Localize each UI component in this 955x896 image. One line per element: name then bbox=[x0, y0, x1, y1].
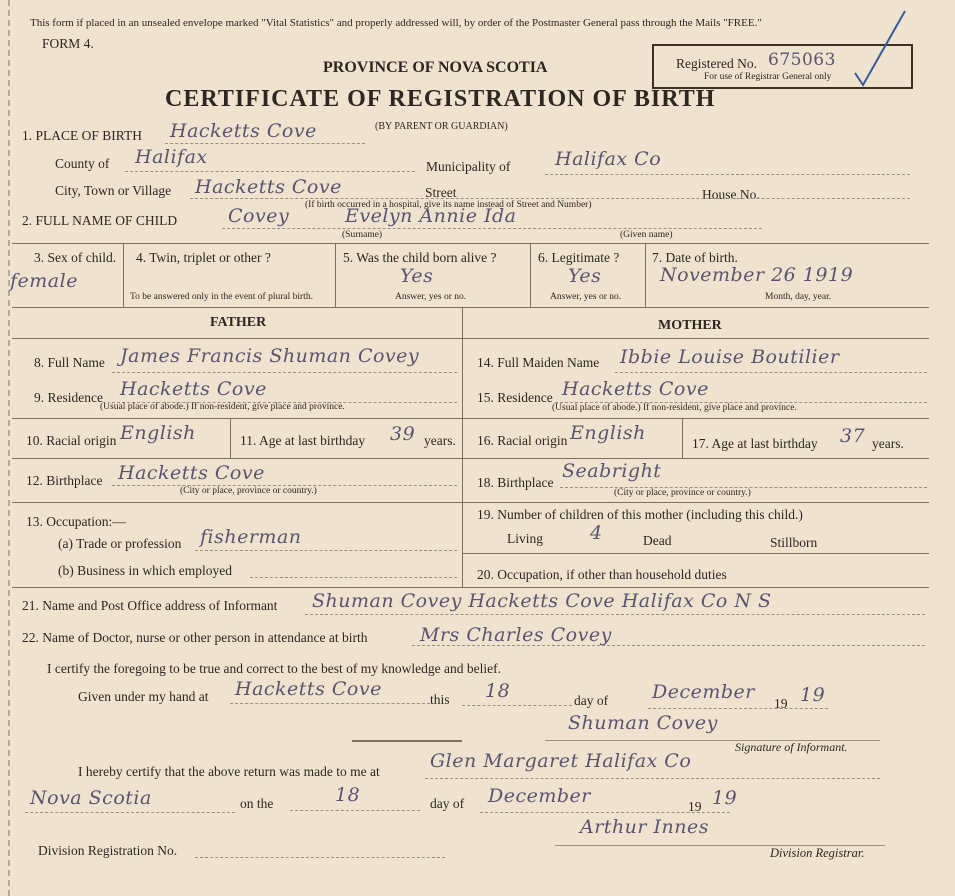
mother-racial-value: English bbox=[570, 422, 646, 444]
mail-notice: This form if placed in an unsealed envelope marked "Vital Statistics" and properly addressed will, by order of the Postmaster General pass through the Mails "FREE." bbox=[30, 17, 762, 29]
mother-residence-label: 15. Residence bbox=[477, 390, 553, 405]
mother-birthplace-note: (City or place, province or country.) bbox=[614, 488, 751, 498]
living-value: 4 bbox=[590, 522, 603, 544]
stillborn-label: Stillborn bbox=[770, 535, 818, 550]
father-age-value: 39 bbox=[390, 423, 416, 445]
registered-label: Registered No. bbox=[676, 56, 757, 71]
children-label: 19. Number of children of this mother (including this child.) bbox=[477, 507, 803, 522]
dob-value: November 26 1919 bbox=[660, 264, 854, 286]
division-registrar-label: Division Registrar. bbox=[770, 846, 865, 860]
father-birthplace-value: Hacketts Cove bbox=[118, 462, 265, 484]
father-age-label: 11. Age at last birthday bbox=[240, 433, 366, 448]
given-day-of-label: day of bbox=[574, 693, 609, 708]
father-residence-note: (Usual place of abode.) If non-resident, give place and province. bbox=[100, 402, 345, 412]
alive-note: Answer, yes or no. bbox=[395, 292, 467, 302]
this-label: this bbox=[430, 692, 450, 707]
twin-label: 4. Twin, triplet or other ? bbox=[136, 250, 271, 265]
given-month-value: December bbox=[652, 681, 755, 703]
surname-note: (Surname) bbox=[342, 230, 383, 240]
registered-number: 675063 bbox=[768, 50, 836, 70]
father-years-label: years. bbox=[424, 433, 456, 448]
legit-note: Answer, yes or no. bbox=[550, 292, 622, 302]
given-day-value: 18 bbox=[485, 680, 511, 702]
sex-label: 3. Sex of child. bbox=[34, 250, 117, 265]
doctor-label: 22. Name of Doctor, nurse or other person in attendance at birth bbox=[22, 630, 368, 645]
place-of-birth-label: 1. PLACE OF BIRTH bbox=[22, 128, 142, 143]
doctor-value: Mrs Charles Covey bbox=[420, 624, 612, 646]
father-birthplace-label: 12. Birthplace bbox=[26, 473, 103, 488]
sex-value: female bbox=[10, 270, 78, 292]
father-residence-label: 9. Residence bbox=[34, 390, 103, 405]
made-year-prefix: 19 bbox=[688, 799, 702, 814]
city-label: City, Town or Village bbox=[55, 183, 172, 198]
dob-label: 7. Date of birth. bbox=[652, 250, 738, 265]
child-surname-value: Covey bbox=[228, 205, 290, 227]
legit-value: Yes bbox=[568, 265, 602, 287]
form-number: FORM 4. bbox=[42, 36, 94, 51]
father-name-label: 8. Full Name bbox=[34, 355, 105, 370]
certify-text: I certify the foregoing to be true and correct to the best of my knowledge and belief. bbox=[47, 661, 501, 676]
made-day-of-label: day of bbox=[430, 796, 465, 811]
mother-years-label: years. bbox=[872, 436, 904, 451]
made-year-value: 19 bbox=[712, 787, 738, 809]
certificate-subtitle: (BY PARENT OR GUARDIAN) bbox=[375, 121, 508, 132]
business-label: (b) Business in which employed bbox=[58, 563, 232, 578]
made-at-value: Glen Margaret Halifax Co bbox=[430, 750, 692, 772]
father-residence-value: Hacketts Cove bbox=[120, 378, 267, 400]
dob-note: Month, day, year. bbox=[765, 292, 832, 302]
given-year-value: 19 bbox=[800, 684, 826, 706]
city-value: Hacketts Cove bbox=[195, 176, 342, 198]
mother-residence-note: (Usual place of abode.) If non-resident, give place and province. bbox=[552, 403, 797, 413]
perforated-edge bbox=[8, 0, 10, 896]
mother-heading: MOTHER bbox=[658, 318, 722, 333]
informant-signature-label: Signature of Informant. bbox=[735, 740, 848, 754]
informant-signature: Shuman Covey bbox=[568, 712, 718, 734]
mother-age-value: 37 bbox=[840, 425, 866, 447]
twin-note: To be answered only in the event of plural birth. bbox=[130, 292, 313, 302]
mother-occupation-label: 20. Occupation, if other than household duties bbox=[477, 567, 727, 582]
given-year-prefix: 19 bbox=[774, 696, 788, 711]
county-label: County of bbox=[55, 156, 110, 171]
mother-age-label: 17. Age at last birthday bbox=[692, 436, 818, 451]
division-registration-label: Division Registration No. bbox=[38, 843, 178, 858]
living-label: Living bbox=[507, 531, 543, 546]
hereby-text: I hereby certify that the above return was made to me at bbox=[78, 764, 380, 779]
full-name-label: 2. FULL NAME OF CHILD bbox=[22, 213, 178, 228]
informant-value: Shuman Covey Hacketts Cove Halifax Co N S bbox=[312, 590, 772, 612]
father-racial-value: English bbox=[120, 422, 196, 444]
alive-label: 5. Was the child born alive ? bbox=[343, 250, 497, 265]
mother-birthplace-label: 18. Birthplace bbox=[477, 475, 554, 490]
father-heading: FATHER bbox=[210, 315, 267, 330]
dead-label: Dead bbox=[643, 533, 672, 548]
father-name-value: James Francis Shuman Covey bbox=[120, 345, 420, 367]
place-of-birth-value: Hacketts Cove bbox=[170, 120, 317, 142]
county-value: Halifax bbox=[135, 146, 208, 168]
mother-name-value: Ibbie Louise Boutilier bbox=[620, 346, 840, 368]
trade-value: fisherman bbox=[200, 526, 302, 548]
father-birthplace-note: (City or place, province or country.) bbox=[180, 486, 317, 496]
child-given-value: Evelyn Annie Ida bbox=[345, 205, 517, 227]
informant-label: 21. Name and Post Office address of Informant bbox=[22, 598, 278, 613]
made-day-value: 18 bbox=[335, 784, 361, 806]
alive-value: Yes bbox=[400, 265, 434, 287]
mother-name-label: 14. Full Maiden Name bbox=[477, 355, 600, 370]
mother-racial-label: 16. Racial origin bbox=[477, 433, 568, 448]
made-province-value: Nova Scotia bbox=[30, 787, 152, 809]
check-mark-icon bbox=[835, 5, 915, 105]
house-label: House No. bbox=[702, 187, 760, 202]
given-under-label: Given under my hand at bbox=[78, 689, 209, 704]
given-at-value: Hacketts Cove bbox=[235, 678, 382, 700]
on-the-label: on the bbox=[240, 796, 274, 811]
made-month-value: December bbox=[488, 785, 591, 807]
hospital-note: (If birth occurred in a hospital, give its name instead of Street and Number) bbox=[305, 200, 592, 210]
legit-label: 6. Legitimate ? bbox=[538, 250, 620, 265]
father-racial-label: 10. Racial origin bbox=[26, 433, 117, 448]
mother-birthplace-value: Seabright bbox=[562, 460, 662, 482]
trade-label: (a) Trade or profession bbox=[58, 536, 182, 551]
street-label: Street bbox=[425, 185, 457, 200]
given-name-note: (Given name) bbox=[620, 230, 673, 240]
registered-note: For use of Registrar General only bbox=[704, 72, 832, 82]
municipality-value: Halifax Co bbox=[555, 148, 662, 170]
mother-residence-value: Hacketts Cove bbox=[562, 378, 709, 400]
certificate-title: CERTIFICATE OF REGISTRATION OF BIRTH bbox=[165, 86, 716, 112]
registrar-signature: Arthur Innes bbox=[580, 816, 710, 838]
municipality-label: Municipality of bbox=[426, 159, 511, 174]
occupation-label: 13. Occupation:— bbox=[26, 514, 126, 529]
province-heading: PROVINCE OF NOVA SCOTIA bbox=[323, 59, 548, 76]
